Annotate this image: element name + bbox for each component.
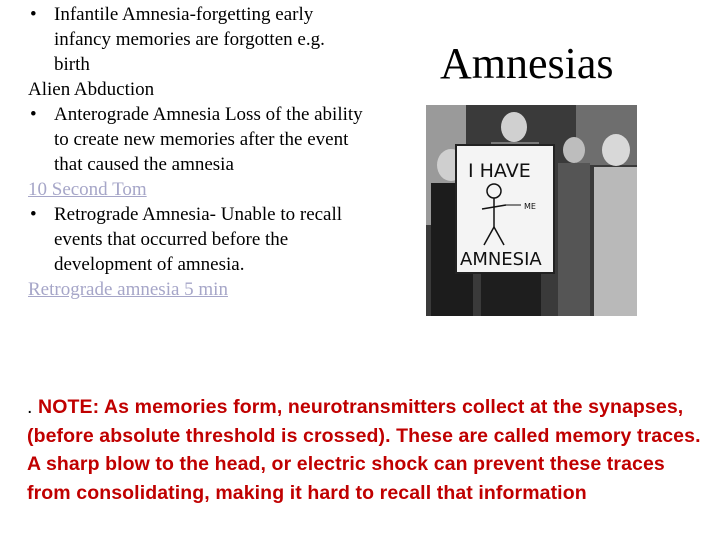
- bullet-symbol: •: [30, 104, 37, 125]
- note-lead: .: [27, 396, 39, 418]
- alien-abduction-text: Alien Abduction: [28, 79, 155, 100]
- bullet-symbol: •: [30, 204, 37, 225]
- note-text: NOTE: As memories form, neurotransmitters collect at the synapses, (before absolute threshold is crossed). These are called memory traces. A sharp blow to the head, or electric shock can prevent these traces from consolidating, making it hard to recall that information: [27, 396, 701, 504]
- bullet-infantile-amnesia: [4, 2, 364, 77]
- sign-text-line-2: AMNESIA: [460, 249, 542, 270]
- sign-text-line-1: I HAVE: [468, 160, 531, 182]
- bullet-text: Anterograde Amnesia Loss of the ability to create new memories after the event that caused the amnesia: [54, 104, 363, 175]
- bullet-symbol: •: [30, 4, 37, 25]
- link-retrograde-amnesia-video[interactable]: Retrograde amnesia 5 min: [28, 279, 228, 300]
- bullet-text: Retrograde Amnesia- Unable to recall events that occurred before the development of amnesia.: [54, 204, 343, 275]
- bullet-anterograde-amnesia: [4, 102, 364, 177]
- link-10-second-tom[interactable]: 10 Second Tom: [28, 179, 147, 200]
- protest-photo: [426, 105, 637, 316]
- note-paragraph: [27, 393, 707, 507]
- bullet-retrograde-amnesia: [4, 202, 364, 277]
- slide-title: Amnesias: [440, 39, 614, 88]
- bullet-text: Infantile Amnesia-forgetting early infancy memories are forgotten e.g. birth: [54, 4, 325, 75]
- bullet-list: [4, 2, 364, 302]
- protest-photo-graphic: [426, 105, 637, 316]
- sign-text-small: ME: [524, 202, 536, 211]
